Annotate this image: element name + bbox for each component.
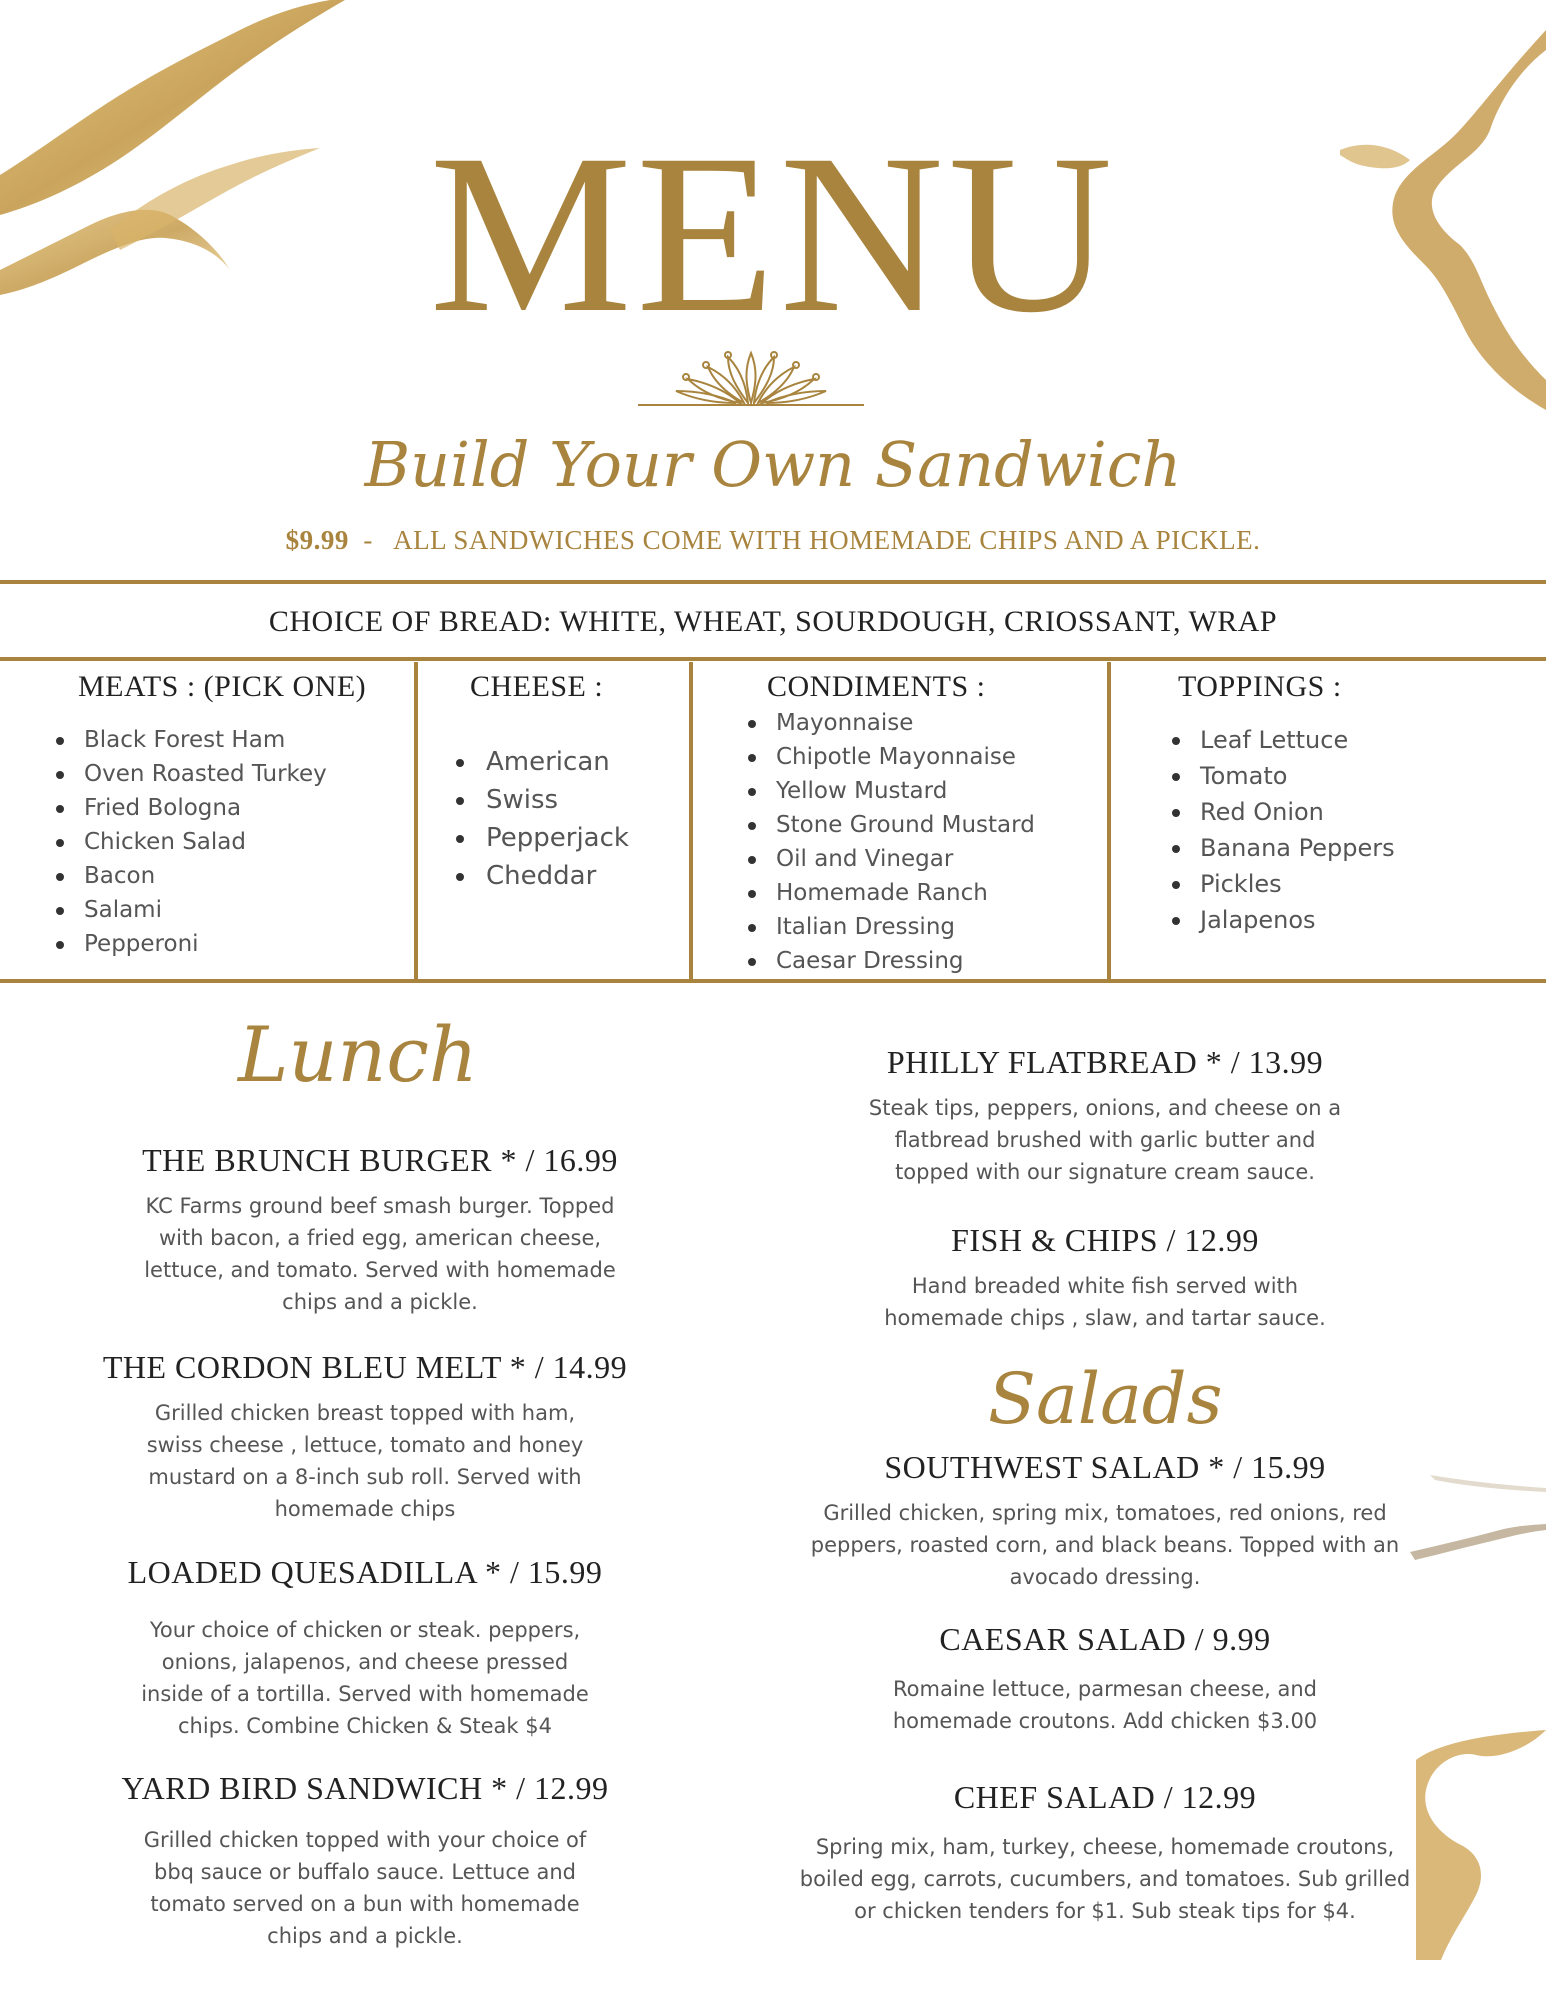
item-title: YARD BIRD SANDWICH * / 12.99 [121,1770,609,1806]
divider-top [0,580,1546,584]
build-your-own-subline [0,525,1546,556]
list-item: Mayonnaise [746,708,1035,742]
column-divider-2 [689,662,693,980]
price-separator: - [363,525,373,555]
list-item: Chipotle Mayonnaise [746,742,1035,776]
list-item: Bacon [54,861,327,895]
item-title: FISH & CHIPS / 12.99 [951,1222,1259,1258]
item-description: Grilled chicken breast topped with ham, swiss cheese , lettuce, tomato and honey mustard on a 8-inch sub roll. Served with homemade chips [146,1401,584,1521]
item-title: CHEF SALAD / 12.99 [953,1779,1257,1815]
floral-ornament-icon [636,345,866,415]
item-title: LOADED QUESADILLA * / 15.99 [127,1554,603,1590]
item-title: PHILLY FLATBREAD * / 13.99 [886,1044,1324,1080]
menu-item-chef-salad [760,1777,1450,1927]
list-item: Tomato [1170,760,1395,796]
list-item: Pickles [1170,868,1395,904]
list-item: Oil and Vinegar [746,844,1035,878]
menu-item-fish-and-chips [760,1220,1450,1334]
list-item: Leaf Lettuce [1170,724,1395,760]
menu-item-cordon-bleu-melt [20,1347,710,1525]
item-description: Your choice of chicken or steak. peppers, onions, jalapenos, and cheese pressed inside of a tortilla. Served with homemade chips. Combine Chicken & Steak $4 [141,1618,589,1738]
column-divider-1 [414,662,418,980]
menu-item-yard-bird-sandwich [20,1768,710,1952]
item-title: CAESAR SALAD / 9.99 [939,1621,1271,1657]
column-divider-3 [1107,662,1111,980]
menu-item-philly-flatbread [760,1042,1450,1188]
build-your-own-heading: Build Your Own Sandwich [364,428,1182,501]
list-item: Jalapenos [1170,904,1395,940]
menu-title: MENU [429,108,1117,360]
list-item: Swiss [454,783,629,821]
meats-label: MEATS : (PICK ONE) [78,670,367,703]
list-item: Italian Dressing [746,912,1035,946]
cheese-label: CHEESE : [470,670,604,703]
list-item: Fried Bologna [54,793,327,827]
item-title: THE CORDON BLEU MELT * / 14.99 [102,1349,628,1385]
item-title: THE BRUNCH BURGER * / 16.99 [142,1142,618,1178]
item-description: Steak tips, peppers, onions, and cheese on a flatbread brushed with garlic butter and topped with our signature cream sauce. [868,1096,1342,1184]
meats-list [54,725,327,963]
item-description: KC Farms ground beef smash burger. Topped with bacon, a fried egg, american cheese, lettuce, and tomato. Served with homemade chips and a pickle. [144,1194,616,1314]
condiments-list [746,708,1035,980]
list-item: Homemade Ranch [746,878,1035,912]
list-item: Black Forest Ham [54,725,327,759]
menu-item-loaded-quesadilla [20,1552,710,1742]
list-item: Red Onion [1170,796,1395,832]
build-your-own-price: $9.99 [285,525,349,555]
build-your-own-note: ALL SANDWICHES COME WITH HOMEMADE CHIPS AND A PICKLE. [393,525,1261,555]
item-title: SOUTHWEST SALAD * / 15.99 [884,1449,1326,1485]
salads-heading: Salads [988,1358,1223,1440]
item-description: Spring mix, ham, turkey, cheese, homemade croutons, boiled egg, carrots, cucumbers, and tomatoes. Sub grilled or chicken tenders for $1. Sub steak tips for $4. [799,1835,1411,1923]
item-description: Grilled chicken topped with your choice of bbq sauce or buffalo sauce. Lettuce and tomato served on a bun with homemade chips and a pickle. [143,1828,587,1948]
toppings-label: TOPPINGS : [1178,670,1342,703]
lunch-heading: Lunch [238,1010,478,1099]
list-item: Stone Ground Mustard [746,810,1035,844]
item-description: Grilled chicken, spring mix, tomatoes, red onions, red peppers, roasted corn, and black beans. Topped with an avocado dressing. [810,1501,1400,1589]
list-item: Cheddar [454,859,629,897]
menu-item-southwest-salad [760,1447,1450,1593]
cheese-list [454,745,629,897]
list-item: Chicken Salad [54,827,327,861]
condiments-label: CONDIMENTS : [767,670,986,703]
list-item: Yellow Mustard [746,776,1035,810]
list-item: Salami [54,895,327,929]
divider-middle [0,657,1546,661]
list-item: Caesar Dressing [746,946,1035,980]
toppings-list [1170,724,1395,940]
list-item: American [454,745,629,783]
menu-item-caesar-salad [760,1619,1450,1737]
list-item: Pepperjack [454,821,629,859]
menu-item-brunch-burger [40,1140,720,1318]
item-description: Hand breaded white fish served with homemade chips , slaw, and tartar sauce. [884,1274,1326,1330]
list-item: Banana Peppers [1170,832,1395,868]
list-item: Pepperoni [54,929,327,963]
item-description: Romaine lettuce, parmesan cheese, and homemade croutons. Add chicken $3.00 [892,1677,1318,1733]
list-item: Oven Roasted Turkey [54,759,327,793]
bread-choice-line: CHOICE OF BREAD: WHITE, WHEAT, SOURDOUGH, CRIOSSANT, WRAP [268,605,1278,638]
